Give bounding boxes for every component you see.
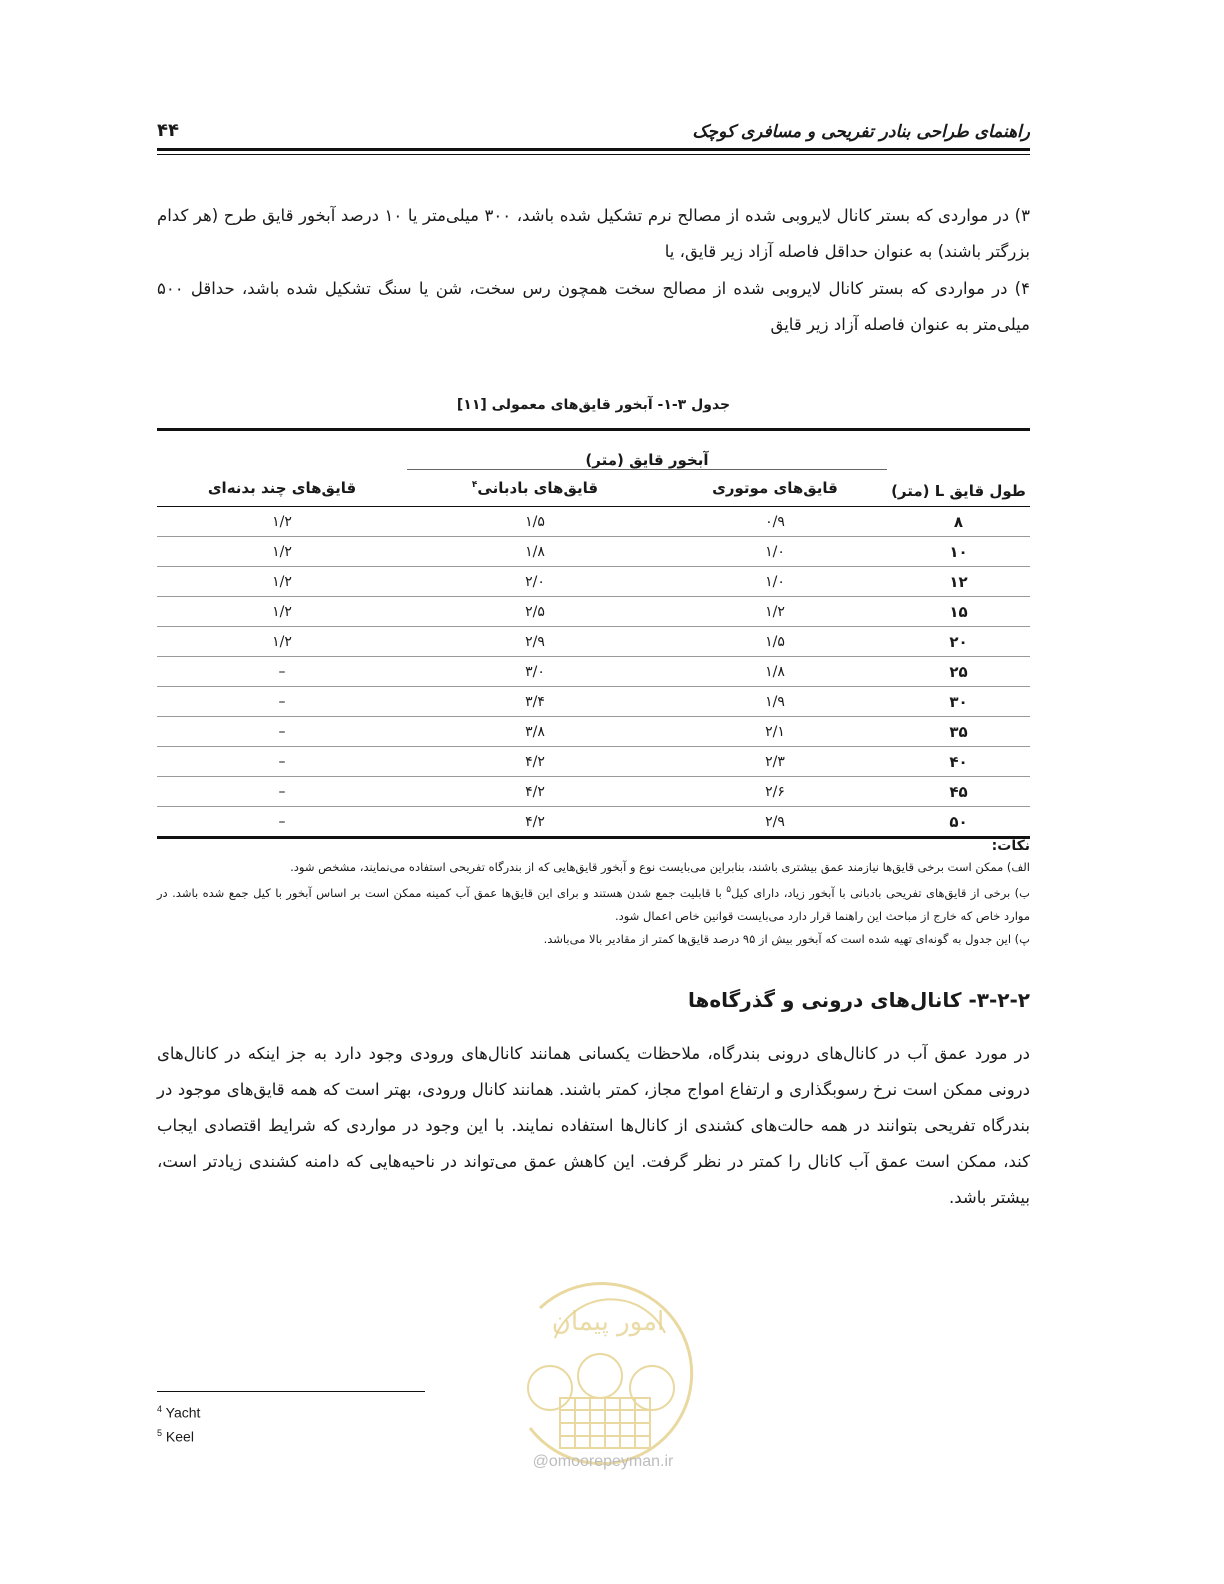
cell-motor: ۲/۳ [663,747,887,777]
paragraph-item-3: ۳) در مواردی که بستر کانال لایروبی شده از مصالح نرم تشکیل شده باشد، ۳۰۰ میلی‌متر یا ۱۰ درصد آبخور قایق طرح (هر کدام بزرگتر باشند) به عنوان حداقل فاصله آزاد زیر قایق، یا [157,206,1030,261]
cell-multihull: ۱/۲ [157,567,407,597]
page-number: ۴۴ [157,120,179,141]
cell-multihull: – [157,807,407,838]
table-row [157,687,1030,717]
paragraph-item-4: ۴) در مواردی که بستر کانال لایروبی شده از مصالح سخت همچون رس سخت، شن یا سنگ تشکیل شده باشد، حداقل ۵۰۰ میلی‌متر به عنوان فاصله آزاد زیر قایق [157,279,1030,334]
cell-length: ۳۵ [887,717,1030,747]
document-page [157,0,1030,1584]
draft-table [157,428,1030,839]
cell-length: ۱۰ [887,537,1030,567]
cell-sail: ۱/۵ [407,507,663,537]
cell-multihull: ۱/۲ [157,597,407,627]
cell-length: ۵۰ [887,807,1030,838]
cell-sail: ۳/۴ [407,687,663,717]
cell-motor: ۲/۱ [663,717,887,747]
header-empty-cell [157,430,407,470]
cell-length: ۱۲ [887,567,1030,597]
cell-length: ۴۵ [887,777,1030,807]
table-row [157,507,1030,537]
cell-length: ۱۵ [887,597,1030,627]
column-header-multihull: قایق‌های چند بدنه‌ای [157,470,407,507]
table-row [157,537,1030,567]
footnote-number: 5 [157,1428,163,1438]
cell-multihull: – [157,657,407,687]
watermark-logo [500,1268,705,1478]
column-header-sail [407,470,663,507]
column-header-motor: قایق‌های موتوری [663,470,887,507]
header-rule-thick [157,148,1030,151]
cell-motor: ۲/۶ [663,777,887,807]
footnote-5 [157,1428,194,1445]
table-row [157,777,1030,807]
cell-multihull: ۱/۲ [157,627,407,657]
cell-sail: ۳/۰ [407,657,663,687]
cell-sail: ۱/۸ [407,537,663,567]
cell-sail: ۲/۰ [407,567,663,597]
cell-multihull: ۱/۲ [157,537,407,567]
footnote-text: Yacht [165,1404,201,1421]
footnote-ref-5: ۵ [726,885,732,895]
cell-sail: ۳/۸ [407,717,663,747]
cell-length: ۲۵ [887,657,1030,687]
cell-sail: ۴/۲ [407,807,663,838]
cell-length: ۸ [887,507,1030,537]
note-b-part1: ب) برخی از قایق‌های تفریحی بادبانی با آبخور زیاد، دارای کیل [731,885,1030,900]
running-header [157,118,1030,148]
note-b [157,879,1030,928]
cell-multihull: – [157,717,407,747]
cell-sail: ۲/۵ [407,597,663,627]
cell-motor: ۲/۹ [663,807,887,838]
cell-motor: ۱/۲ [663,597,887,627]
cell-length: ۲۰ [887,627,1030,657]
footnote-number: 4 [157,1404,163,1414]
cell-motor: ۱/۰ [663,567,887,597]
group-header-draft: آبخور قایق (متر) [407,430,887,470]
footnote-4 [157,1404,200,1421]
note-b-part2: با قابلیت جمع شدن هستند و برای این قایق‌ها عمق آب کمینه ممکن است بر اساس آبخور با کیل جمع شده باشد. در موارد خاص که خارج از مباحث این راهنما قرار دارد می‌بایست قوانین خاص اعمال شود. [157,885,1030,923]
cell-multihull: – [157,777,407,807]
cell-motor: ۰/۹ [663,507,887,537]
table-row [157,627,1030,657]
notes-heading: نکات: [991,838,1030,854]
cell-length: ۳۰ [887,687,1030,717]
table-row [157,657,1030,687]
table-caption: جدول ۳-۱- آبخور قایق‌های معمولی [۱۱] [456,397,731,413]
table-row [157,717,1030,747]
column-header-sail-label: قایق‌های بادبانی [477,479,599,497]
note-a: الف) ممکن است برخی قایق‌ها نیازمند عمق بیشتری باشند، بنابراین می‌بایست نوع و آبخور قایق‌هایی که از بندرگاه تفریحی استفاده می‌نمایند، مشخص شود. [290,860,1030,874]
cell-motor: ۱/۵ [663,627,887,657]
table-row [157,567,1030,597]
cell-sail: ۲/۹ [407,627,663,657]
table-row [157,597,1030,627]
header-title: راهنمای طراحی بنادر تفریحی و مسافری کوچک [692,122,1030,142]
watermark-logo-text: امور پیمان [551,1307,665,1337]
cell-sail: ۴/۲ [407,747,663,777]
cell-multihull: – [157,747,407,777]
cell-multihull: ۱/۲ [157,507,407,537]
column-header-length: طول قایق L (متر) [887,430,1030,507]
table-row [157,747,1030,777]
cell-motor: ۱/۹ [663,687,887,717]
section-heading: ۳-۲-۲- کانال‌های درونی و گذرگاه‌ها [687,988,1030,1012]
note-c: پ) این جدول به گونه‌ای تهیه شده است که آبخور بیش از ۹۵ درصد قایق‌ها کمتر از مقادیر بالا می‌باشد. [543,931,1030,946]
header-rule-thin [157,154,1030,155]
section-body: در مورد عمق آب در کانال‌های درونی بندرگاه، ملاحظات یکسانی همانند کانال‌های ورودی وجود دارد به جز اینکه در کانال‌های درونی ممکن است نرخ رسوبگذاری و ارتفاع امواج مجاز، کمتر باشند. همانند کانال ورودی، بهتر است که همه قایق‌های موجود در بندرگاه تفریحی بتوانند در همه حالت‌های کشندی از کانال‌ها استفاده نمایند. با این وجود در مواردی که شرایط اقتصادی ایجاب کند، ممکن است عمق آب کانال را کمتر در نظر گرفت. این کاهش عمق می‌تواند در ناحیه‌هایی که دامنه کشندی زیادتر است، بیشتر باشد. [157,1044,1030,1207]
footnote-rule [157,1391,425,1392]
cell-motor: ۱/۸ [663,657,887,687]
table-notes [157,836,1030,951]
watermark-url: @omoorepeyman.ir [532,1453,674,1470]
table-row [157,807,1030,838]
footnote-text: Keel [165,1428,194,1445]
cell-multihull: – [157,687,407,717]
cell-sail: ۴/۲ [407,777,663,807]
cell-motor: ۱/۰ [663,537,887,567]
footnote-ref-4: ۴ [471,480,478,490]
cell-length: ۴۰ [887,747,1030,777]
